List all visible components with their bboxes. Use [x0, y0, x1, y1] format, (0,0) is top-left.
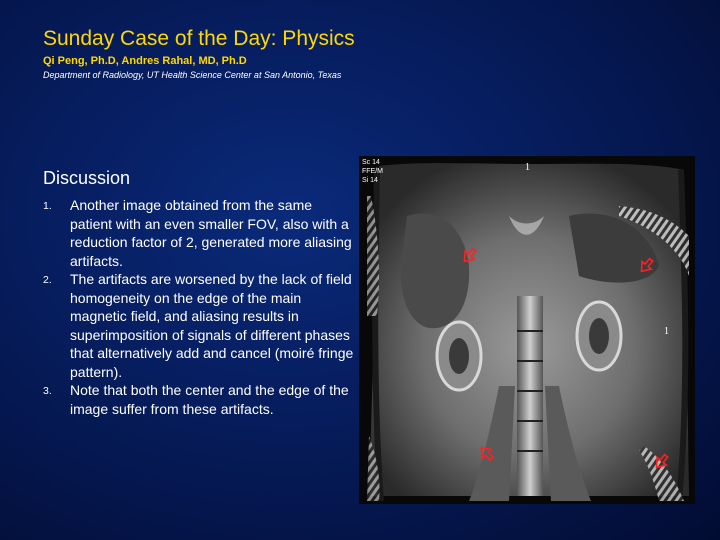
- mri-image: [359, 156, 695, 504]
- discussion-item: [43, 196, 355, 270]
- discussion-list: [43, 196, 355, 418]
- item-number: 1.: [43, 200, 52, 212]
- mri-scan-graphic: [359, 156, 695, 504]
- item-number: 2.: [43, 274, 52, 286]
- spine-region: [517, 296, 543, 496]
- scanner-label: FFE/M: [362, 168, 383, 175]
- discussion-item: [43, 270, 355, 381]
- item-number: 3.: [43, 385, 52, 397]
- item-text: The artifacts are worsened by the lack of field homogeneity on the edge of the main magnetic field, and aliasing results in superimposition of signals of different phases that alternatively add and cancel (moiré fringe pattern).: [70, 271, 354, 380]
- marker-label: 1: [525, 162, 530, 173]
- scanner-label: Sc 14: [362, 159, 380, 166]
- department-line: Department of Radiology, UT Health Science Center at San Antonio, Texas: [43, 70, 342, 80]
- item-text: Note that both the center and the edge of the image suffer from these artifacts.: [70, 382, 349, 417]
- scanner-label: Si 14: [362, 177, 378, 184]
- item-text: Another image obtained from the same patient with an even smaller FOV, also with a reduction factor of 2, generated more aliasing artifacts.: [70, 197, 352, 269]
- marker-label: 1: [664, 326, 669, 337]
- author-line: Qi Peng, Ph.D, Andres Rahal, MD, Ph.D: [43, 55, 247, 67]
- slide-title: Sunday Case of the Day: Physics: [43, 27, 355, 50]
- discussion-heading: Discussion: [43, 168, 131, 188]
- discussion-item: [43, 381, 355, 418]
